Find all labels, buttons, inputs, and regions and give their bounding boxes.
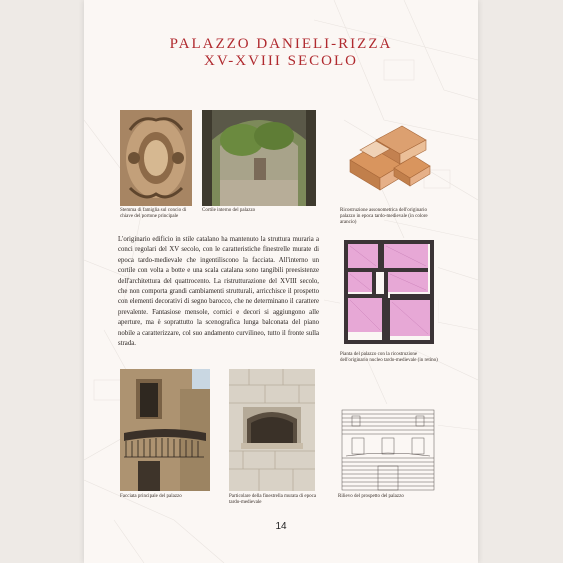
axonometric-drawing [340,110,436,206]
facade-photo [120,369,210,491]
elevation-drawing [338,404,438,492]
floor-plan-drawing [340,238,438,350]
elevation-caption: Rilievo del prospetto del palazzo [338,494,404,499]
history-paragraph: L'originario edificio in stile catalano ha mantenuto la struttura muraria a conci regolari del XV secolo, con le caratteristiche finestrelle murate di epoca tardo-medievale che ingentiliscono la facciata. All'interno un cortile con volta a botte e una scala catalana sono tangibili preesistenze dell'architettura del quattrocento. La ristrutturazione del XVIII secolo, che non comporta grandi cambiamenti strutturali, arricchisce il prospetto con elementi decorativi di segno barocco, che ne determinano il carattere prevalente. Fantasiose mensole, cornici e decori si aggiungono alle aperture, ma è soprattutto la scenografica lunga balconata del piano nobile a caratterizzare, col suo andamento curvilineo, tutto il fronte sulla strada. [118,236,319,348]
floor-plan-caption: Pianta del palazzo con la ricostruzione dell'originario nucleo tardo-medievale (in retino) [340,352,438,363]
coat-of-arms-caption: Stemma di famiglia sul concio di chiave del portone principale [120,208,187,219]
walled-window-photo [229,369,315,491]
page-subtitle: XV-XVIII SECOLO [203,53,359,69]
page-title: PALAZZO DANIELI-RIZZA [169,36,393,52]
walled-window-caption: Particolare della finestrella murata di epoca tardo-medievale [229,494,317,505]
brochure-page [84,0,478,563]
courtyard-caption: Cortile interno del palazzo [202,208,256,213]
page-number: 14 [275,521,287,532]
facade-caption: Facciata principale del palazzo [120,494,182,499]
courtyard-photo [202,110,316,206]
coat-of-arms-photo [120,110,192,206]
axonometric-caption: Ricostruzione assonometrica dell'originario palazzo in epoca tardo-medievale (in colore arancio) [340,208,428,225]
